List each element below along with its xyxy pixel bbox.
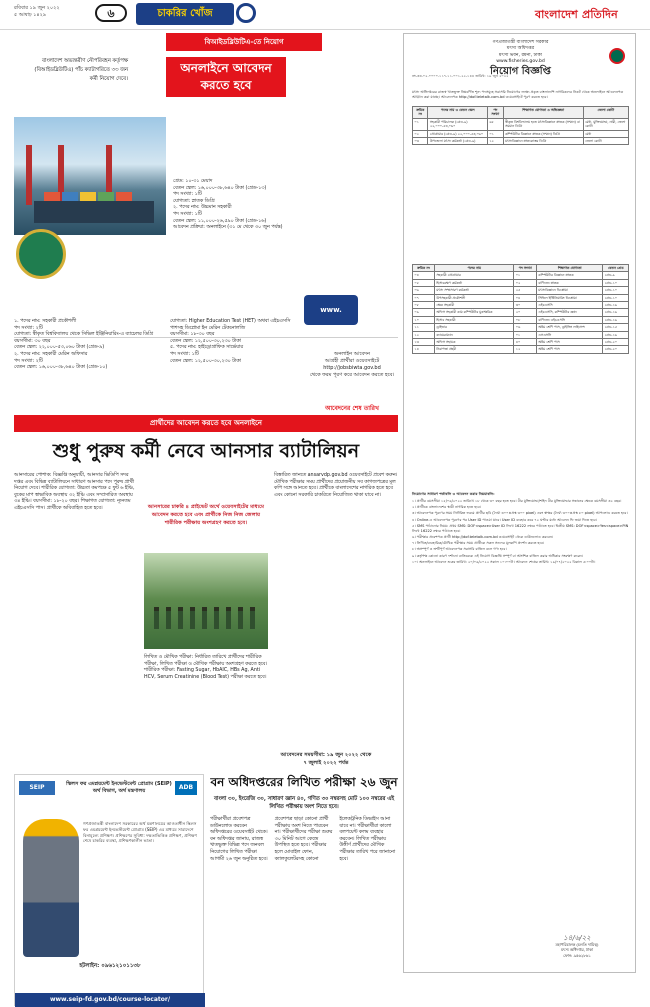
table-cell: ৩০ — [514, 302, 536, 309]
table1-header-cell: শিক্ষাগত যোগ্যতা ও অভিজ্ঞতা — [503, 107, 583, 119]
bwtb-left-text: ১. পদের নাম: সহকারী প্রকৌশলী পদ সংখ্যা: ২টি যোগ্যতা: স্বীকৃত বিশ্ববিদ্যালয় থেকে সিভিল ইঞ্জিনিয়ারিং-এ ব্যাচেলর ডিগ্রি বয়সসীমা: ৩০ বছর বেতন স্কেল: ২২,০০০-৫৩,০৬০ টাকা (গ্রেড-৯) ২. পদের নাম: সহকারী মেরিন অফিসার পদ সংখ্যা: ২টি বেতন স্কেল: ১৬,০০০-৩৮,৬৪০ টাকা (গ্রেড-১০) — [14, 319, 154, 371]
table-cell: মৎস্যবিজ্ঞানে ডিপ্লোমা — [536, 287, 603, 294]
table-cell: অফিস সহকারী কাম কম্পিউটার মুদ্রাক্ষরিক — [434, 309, 513, 316]
table-cell: গ্রেড-১৬ — [603, 331, 629, 338]
condition-item: ১০। অনলাইনে আবেদন শুরুর তারিখ: ২০/০৬/২০২২ সকাল ১০:০০টা। আবেদন শেষের তারিখ: ১৯/০৭/২০২২ বিকাল ৫:০০টা। — [412, 559, 596, 564]
table-cell: গ্রেড-১০ — [603, 279, 629, 286]
container-shape — [44, 192, 60, 201]
ansar-photo — [144, 553, 268, 649]
table-cell: ৬৫ — [487, 118, 503, 130]
ansar-title: শুধু পুরুষ কর্মী নেবে আনসার ব্যাটালিয়ন — [52, 440, 360, 462]
soldier-shape — [202, 607, 207, 629]
table-cell: ১২ — [413, 331, 435, 338]
table-cell: উপজেলা মৎস্য কর্মকর্তা (গ্রেড-৯) — [428, 138, 487, 145]
table-row — [413, 309, 629, 316]
table-cell: স্বীকৃত বিশ্ববিদ্যালয় হতে মৎস্যবিজ্ঞানে স্নাতক (সম্মান) বা সমমান ডিগ্রি — [503, 118, 583, 130]
table-row — [413, 118, 629, 130]
table1-header-cell: পদের নাম ও বেতন স্কেল — [428, 107, 487, 119]
soldier-shape — [178, 607, 183, 629]
soldier-shape — [166, 607, 171, 629]
ansar-column-3: বিস্তারিত জানতে ansarvdp.gov.bd ওয়েবসাইটে প্রবেশ করুন। মৌখিক পরীক্ষার সময় প্রার্থীদের প্রয়োজনীয় সব কাগজপত্রের মূল কপি সঙ্গে আনতে হবে। প্রার্থীকে বাংলাদেশের নাগরিক হতে হবে এবং কোনো সরকারি চাকরিতে নিয়োজিত থাকা যাবে না। — [274, 473, 398, 498]
table-cell: অফিস সহায়ক — [434, 339, 513, 346]
table-cell: কম্পিউটার বিজ্ঞানে স্নাতক (সম্মান) ডিগ্রি — [503, 130, 583, 137]
notice-title: নিয়োগ বিজ্ঞপ্তি — [490, 66, 551, 77]
table1-header-cell: পদ সংখ্যা — [487, 107, 503, 119]
table-cell: জেলা কোটা — [583, 138, 628, 145]
condition-item: ৫। SMS পাঠানোর নিয়ম: প্রথম SMS: DOF<space>User ID লিখে 16222 নম্বরে পাঠাতে হবে। দ্বিতীয় SMS: DOF<space>Yes<space>PIN লিখে 16222 নম্বরে পাঠাতে হবে। — [412, 523, 629, 533]
issue-date: রবিবার ১৯ জুন ২০২২ ৫ আষাঢ় ১৪২৯ — [14, 5, 60, 18]
table-cell: ০১ — [514, 272, 536, 279]
table-row — [413, 287, 629, 294]
seip-url[interactable]: www.seip-fd.gov.bd/course-locator/ — [15, 993, 205, 1007]
magnifier-icon — [236, 3, 256, 23]
forest-title: বন অধিদপ্তরের লিখিত পরীক্ষা ২৬ জুন — [210, 775, 398, 789]
table-cell: ১২ — [514, 346, 536, 353]
forest-body: পরীক্ষার্থীরা প্রবেশপত্র ডাউনলোড করবেন অধিদপ্তরের ওয়েবসাইট থেকে। বন অধিদপ্তর জানায়, রাজস্ব খাতভুক্ত বিভিন্ন পদে জনবল নিয়োগের লিখিত পরীক্ষা আগামী ২৬ জুন অনুষ্ঠিত হবে। প্রবেশপত্র ছাড়া কোনো প্রার্থী পরীক্ষায় অংশ নিতে পারবেন না। পরীক্ষার্থীদের পরীক্ষা শুরুর ৩০ মিনিট আগে কেন্দ্রে উপস্থিত হতে হবে। পরীক্ষার হলে মোবাইল ফোন, ক্যালকুলেটরসহ কোনো ইলেকট্রনিক ডিভাইস আনা যাবে না। পরীক্ষার্থীরা কালো বলপয়েন্ট কলম ব্যবহার করবেন। লিখিত পরীক্ষায় উত্তীর্ণ প্রার্থীদের মৌখিক পরীক্ষার তারিখ পরে জানানো হবে। — [210, 817, 396, 862]
bwtb-mid-text: যোগ্যতা: Higher Education Test (HET) অথবা এইচএসসি পাশসহ ডিপ্লোমা ইন মেরিন টেকনোলজি বয়সসীমা: ১৮-৩০ বছর বেতন স্কেল: ১২,৫০০-৩০,২৩০ টাকা ৫. পদের নাম: হাইড্রোগ্রাফিক সার্ভেয়ার পদ সংখ্যা: ১টি বেতন স্কেল: ১২,৫০০-৩০,২৩০ টাকা — [170, 319, 291, 364]
table-row — [413, 331, 629, 338]
table-row — [413, 339, 629, 346]
table-cell: গ্রেড-১৬ — [603, 309, 629, 316]
bwtb-details: গ্রেড: ১০-৩১ মেয়াদ বেতন স্কেল: ১৬,০০০-৩৮,৬৪০ টাকা (গ্রেড-১৩) পদ সংখ্যা: ১টি যোগ্যতা: স্নাতক ডিগ্রি ২. পদের নাম: উচ্চমান সহকারী পদ সংখ্যা: ১টি বেতন স্কেল: ১১,০০০-২৬,৫৯০ টাকা (গ্রেড-১৬) আবেদন প্রক্রিয়া: অনলাইনে (৩১ মে থেকে ৩০ জুন পর্যন্ত) — [173, 179, 283, 231]
table-cell: ০১ — [514, 331, 536, 338]
table-cell: ০৪ — [413, 272, 435, 279]
table-cell: মেধা, মুক্তিযোদ্ধা, নারী, জেলা কোটা — [583, 118, 628, 130]
table-cell: বাণিজ্যে এইচএসসি — [536, 316, 603, 323]
table-cell: মৎস্যবিজ্ঞানে স্নাতকোত্তর ডিগ্রি — [503, 138, 583, 145]
page-number: ৬ — [95, 4, 127, 22]
bwtb-intro: বাংলাদেশ অভ্যন্তরীণ নৌপরিবহন কর্তৃপক্ষ (বিআইডব্লিউটিএ) পাঁচ ক্যাটাগরিতে ৩৩ জন কর্মী নিয়োগ দেবে। — [34, 58, 128, 82]
table2-header-cell: পদ সংখ্যা — [514, 265, 536, 272]
table1-header-cell: জেলা কোটা — [583, 107, 628, 119]
table-row — [413, 302, 629, 309]
condition-item: ৩। আবেদনপত্র পূরণের সময় নির্ধারিত ফরমে প্রার্থীর ছবি (দৈর্ঘ্য ৩০০×প্রস্থ ৩০০ pixel) এবং স্বাক্ষর (দৈর্ঘ্য ৩০০×প্রস্থ ৮০ pixel) আপলোড করতে হবে। — [412, 511, 628, 516]
table-cell: ০৩ — [413, 138, 428, 145]
table-cell: ১১ — [413, 324, 435, 331]
table-cell: বাণিজ্যে স্নাতক — [536, 279, 603, 286]
newspaper-brand: বাংলাদেশ প্রতিদিন — [535, 8, 618, 21]
table-cell: ০১ — [413, 118, 428, 130]
seip-title: স্কিলস ফর এমপ্লয়মেন্ট ইনভেস্টমেন্ট প্রোগ্রাম (SEIP) অর্থ বিভাগ, অর্থ মন্ত্রণালয় — [66, 781, 172, 794]
table-cell: ০১ — [487, 130, 503, 137]
table-row — [413, 316, 629, 323]
bwtb-seal-icon — [16, 229, 66, 279]
table-row — [413, 324, 629, 331]
soldier-shape — [214, 607, 219, 629]
table-cell: সহকারী পরিচালক (গ্রেড-৯) ২২,০০০-৫৩,০৬০ — [428, 118, 487, 130]
table-cell: ০৯ — [413, 309, 435, 316]
notice-memo: নং-৩৩.০২.০০০০.১১৭.১১.০০১.২২-১৪৪ তারিখ: ১৯ জুন ২০২২ — [412, 74, 509, 78]
table-cell: হিসাব সহকারী — [434, 316, 513, 323]
notice-intro: মৎস্য অধিদপ্তরের রাজস্ব খাতভুক্ত নিম্নবর্ণিত শূন্য পদসমূহে সরাসরি নিয়োগের লক্ষ্যে প্রকৃত বাংলাদেশি নাগরিকদের নিকট থেকে অনলাইনে আবেদনপত্র আহ্বান করা যাচ্ছে। আবেদনপত্র http://dof.teletalk.com.bd ওয়েবসাইটে পূরণ করতে হবে। — [412, 90, 624, 99]
container-shape — [80, 192, 96, 201]
forest-lede: বাংলা ৩০, ইংরেজি ৩০, সাধারণ জ্ঞান ৪০, গণিত ৩০ নম্বরসহ মোট ১০০ নম্বরের এই লিখিত পরীক্ষায় অংশ নিতে হবে। — [213, 796, 395, 810]
ansar-callout: আনসারের চাকরি ৪ প্রাইভেট অর্থে ওয়েবসাইটের মাধ্যমে আবেদন করতে হবে এবং প্রার্থীকে নিজ নিজ জেলায় শারীরিক পরীক্ষায় অংশগ্রহণ করতে হবে। — [147, 504, 265, 526]
notice-table-1 — [412, 106, 629, 145]
table-cell: অষ্টম শ্রেণি পাস, ড্রাইভিং লাইসেন্স — [536, 324, 603, 331]
table-cell: ০৮ — [514, 316, 536, 323]
table-cell: ড্রাইভার — [434, 324, 513, 331]
table-cell: কম্পিউটার বিজ্ঞানে স্নাতক — [536, 272, 603, 279]
soldier-shape — [190, 607, 195, 629]
table2-header-cell: বেতন গ্রেড — [603, 265, 629, 272]
table-cell: গ্রেড-১৬ — [603, 316, 629, 323]
condition-item: ৭। লিখিত/ব্যবহারিক/মৌখিক পরীক্ষার সময় প্রার্থীকে সকল সনদের মূলকপি প্রদর্শন করতে হবে। — [412, 541, 545, 546]
section-banner: চাকরির খোঁজ — [136, 3, 234, 25]
notice-table-2 — [412, 264, 629, 354]
bwtb-apply-info: অনলাইন আবেদন আগ্রহী প্রার্থীরা ওয়েবসাইটে http://jobsbiwta.gov.bd থেকে ফরম পূরণ করে আবেদন করতে হবে। — [309, 351, 395, 378]
ansar-column-1: আনসারের পোশাক: বিজ্ঞপ্তি অনুযায়ী, আনসার ভিডিপি সদর দপ্তর এবং বিভিন্ন ব্যাটালিয়নে সাধারণ আনসার পদে পুরুষ প্রার্থী নিয়োগ দেবে। শারীরিক যোগ্যতা: উচ্চতা কমপক্ষে ৫ ফুট ৬ ইঞ্চি, বুকের মাপ স্বাভাবিক অবস্থায় ৩২ ইঞ্চি এবং সম্প্রসারিত অবস্থায় ৩৪ ইঞ্চি। বয়সসীমা: ১৮-২০ বছর। শিক্ষাগত যোগ্যতা: ন্যূনতম এইচএসসি পাস। প্রার্থীকে অবিবাহিত হতে হবে। — [14, 473, 135, 511]
condition-item: ৯। কর্তৃপক্ষ কোনো কারণ দর্শানো ব্যতিরেকে এই নিয়োগ বিজ্ঞপ্তি সম্পূর্ণ বা আংশিক বাতিল করার অধিকার সংরক্ষণ করেন। — [412, 553, 583, 558]
table-cell: ০৪ — [514, 294, 536, 301]
container-shape — [116, 192, 132, 201]
soldier-shape — [238, 607, 243, 629]
seip-logo: SEIP — [19, 781, 55, 795]
ship-shape — [34, 201, 154, 223]
table-cell: গ্রেড-১০ — [603, 287, 629, 294]
table-cell: ১৩ — [413, 339, 435, 346]
table-cell: ০৮ — [413, 302, 435, 309]
table-cell: ১২ — [487, 138, 503, 145]
page-header — [0, 0, 650, 30]
recruitment-notice — [403, 33, 636, 973]
table-row — [413, 294, 629, 301]
table-cell: ৪০ — [514, 339, 536, 346]
table-cell: গ্রেড-১৬ — [603, 302, 629, 309]
table-cell: অষ্টম শ্রেণি পাস — [536, 339, 603, 346]
bwtb-title-bar: বিআইডব্লিউটিএ-তে নিয়োগ — [166, 33, 322, 51]
table-cell: ১০ — [413, 316, 435, 323]
port-photo — [14, 117, 166, 235]
signature-block — [529, 936, 625, 958]
bwtb-online-heading: অনলাইনে আবেদন করতে হবে — [166, 57, 286, 97]
worker-illustration — [23, 819, 79, 957]
condition-item: ৮। অসম্পূর্ণ ও ত্রুটিপূর্ণ আবেদনপত্র সরাসরি বাতিল বলে গণ্য হবে। — [412, 547, 507, 552]
table-cell: গ্রেড-১৫ — [603, 324, 629, 331]
table2-header-cell: পদের নাম — [434, 265, 513, 272]
table-cell: গ্রেড-২০ — [603, 346, 629, 353]
table-cell: নিরাপত্তা প্রহরী — [434, 346, 513, 353]
forest-article — [210, 774, 398, 1006]
condition-item: ২। প্রার্থীকে বাংলাদেশের স্থায়ী নাগরিক হতে হবে। — [412, 505, 481, 510]
table-cell: হিসাবরক্ষণ কর্মকর্তা — [434, 279, 513, 286]
table2-header-cell: ক্রমিক নং — [413, 265, 435, 272]
table-cell: উপসহকারী প্রকৌশলী — [434, 294, 513, 301]
left-column — [14, 33, 398, 1003]
soldier-shape — [154, 607, 159, 629]
condition-item: ৪। Online-এ আবেদনপত্র পূরণের পর User ID পাওয়া যাবে। User ID ব্যবহার করে ৭২ ঘণ্টার মধ্যে আবেদন ফি জমা দিতে হবে। — [412, 517, 597, 522]
table-row — [413, 138, 629, 145]
table-cell: সিভিল ইঞ্জিনিয়ারিং ডিপ্লোমা — [536, 294, 603, 301]
notice-header: গণপ্রজাতন্ত্রী বাংলাদেশ সরকার মৎস্য অধিদপ্তর মৎস্য ভবন, রমনা, ঢাকা www.fisheries.gov.bd — [492, 40, 549, 64]
crane-shape — [26, 145, 32, 205]
table-cell: ০৭ — [413, 294, 435, 301]
notice-conditions — [412, 492, 629, 566]
table-cell: গ্রেড-১০ — [603, 294, 629, 301]
table-cell: গ্রেড-২০ — [603, 339, 629, 346]
seip-body: গণপ্রজাতন্ত্রী বাংলাদেশ সরকারের অর্থ মন্ত্রণালয়ের আওতাধীন স্কিলস ফর এমপ্লয়মেন্ট ইনভেস্টমেন্ট প্রোগ্রাম (SEIP) এর মাধ্যমে সারাদেশে বিনামূল্যে প্রশিক্ষণ। প্রশিক্ষণের সুবিধা: দক্ষতাভিত্তিক প্রশিক্ষণ, প্রশিক্ষণ শেষে চাকরির ব্যবস্থা, প্রশিক্ষণকালীন ভাতা। — [83, 821, 197, 844]
table-cell: এইচএসসি — [536, 302, 603, 309]
table-cell: সহকারী প্রোগ্রামার — [434, 272, 513, 279]
signer: মহাপরিচালক (চলতি দায়িত্ব) মৎস্য অধিদপ্তর, ঢাকা ফোন: ৯৫৬২৮৬১ — [555, 941, 599, 958]
container-shape — [98, 192, 114, 201]
table-cell: ক্যামেরাম্যান — [434, 331, 513, 338]
table2-header-cell: শিক্ষাগত যোগ্যতা — [536, 265, 603, 272]
ansar-column-2: লিখিত ও মৌখিক পরীক্ষা: নির্ধারিত তারিখে প্রার্থীদের শারীরিক পরীক্ষা, লিখিত পরীক্ষা ও মৌখিক পরীক্ষায় অংশগ্রহণ করতে হবে। শারীরিক পরীক্ষা: Fasting Sugar, HbAIC, HBs Ag, Anti HCV, Serum Creatinine (Blood Test) পরীক্ষা করতে হবে। — [144, 655, 268, 680]
table-cell: ১৪ — [413, 346, 435, 353]
table-row — [413, 272, 629, 279]
seip-advert — [14, 774, 204, 1006]
table-cell: ০৬ — [413, 287, 435, 294]
table-cell: এইচএসসি, কম্পিউটার জ্ঞান — [536, 309, 603, 316]
table-cell: প্রোগ্রামার (গ্রেড-৯) ২২,০০০-৫৩,০৬০ — [428, 130, 487, 137]
table-row — [413, 279, 629, 286]
seip-hotline: হটলাইন: ০৯৬১২১০১১৩৮ — [79, 963, 141, 969]
table-cell: মৎস্য সম্প্রসারণ কর্মকর্তা — [434, 287, 513, 294]
table-cell: ০৬ — [514, 324, 536, 331]
conditions-heading: নিয়োগের সাধারণ শর্তাবলি ও আবেদন করার নিয়মাবলি: — [412, 492, 495, 496]
soldier-shape — [250, 607, 255, 629]
table-cell: ০২ — [413, 130, 428, 137]
table-cell: ০৫ — [413, 279, 435, 286]
condition-item: ১। প্রার্থীর বয়সসীমা ১৫/০৬/২০২২ তারিখে ১৮ থেকে ৩০ বছর হতে হবে। বীর মুক্তিযোদ্ধা/শহিদ বীর মুক্তিযোদ্ধার সন্তানের ক্ষেত্রে বয়সসীমা ৩২ বছর। — [412, 499, 622, 503]
condition-item: ৬। পরীক্ষার প্রবেশপত্র প্রার্থী http://dof.teletalk.com.bd ওয়েবসাইট থেকে ডাউনলোড করবেন। — [412, 534, 554, 539]
table-cell: ০২ — [514, 279, 536, 286]
ansar-deadline: আবেদনের সময়সীমা: ১৯ জুন ২০২২ থেকে ৭ জুলাই ২০২২ পর্যন্ত — [280, 752, 372, 766]
table-cell: মেধা — [583, 130, 628, 137]
table-cell: গ্রেড-৯ — [603, 272, 629, 279]
table-cell: অষ্টম শ্রেণি পাস — [536, 346, 603, 353]
table-row — [413, 130, 629, 137]
adb-logo: ADB — [175, 781, 197, 795]
table-cell: এসএসসি — [536, 331, 603, 338]
container-shape — [62, 192, 78, 201]
government-seal-icon — [609, 48, 625, 64]
table-cell: ২০ — [514, 309, 536, 316]
soldier-shape — [226, 607, 231, 629]
conditions-list — [412, 499, 629, 565]
www-logo: www. — [304, 295, 358, 325]
table-cell: ২৫ — [514, 287, 536, 294]
table-cell: ক্ষেত্র সহকারী — [434, 302, 513, 309]
table-row — [413, 346, 629, 353]
table1-header-cell: ক্রমিক নং — [413, 107, 428, 119]
bwtb-deadline-label: আবেদনের শেষ তারিখ — [325, 405, 379, 412]
signature: ১৪/৬/২২ — [563, 934, 591, 942]
ansar-strap: প্রার্থীদের আবেদন করতে হবে অনলাইনে — [14, 415, 398, 432]
